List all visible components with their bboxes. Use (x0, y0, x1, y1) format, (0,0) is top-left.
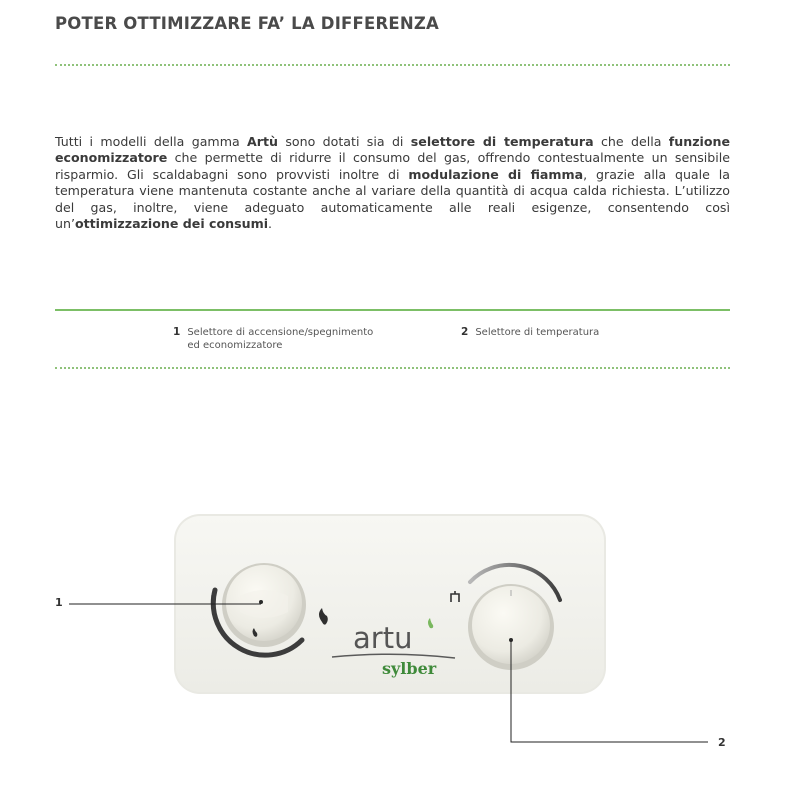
legend-label-line2: ed economizzatore (187, 340, 283, 351)
intro-bold-economizer: funzione economizzatore (55, 134, 730, 166)
maker-name: sylber (382, 659, 437, 678)
intro-bold-optimization: ottimizzazione dei consumi (74, 216, 269, 232)
legend-number: 1 (173, 326, 181, 338)
title-divider (55, 64, 730, 66)
legend-item-1 (173, 326, 373, 352)
brand-name: artu (353, 621, 413, 655)
intro-bold-brand: Artù (247, 134, 278, 149)
intro-text-4: che permette di ridurre il consumo del gas, offrendo contestualmente un sensibile risparmio. Gli scaldabagni sono provvisti inoltre di (55, 150, 730, 182)
intro-text-2: sono dotati sia di (278, 134, 411, 149)
control-panel-illustration (0, 380, 800, 800)
product-photo (0, 380, 800, 800)
legend-text (187, 326, 373, 352)
legend-item-2 (461, 326, 599, 339)
intro-text-5: , grazie alla quale la temperatura viene mantenuta costante anche al variare della quantità di acqua calda richiesta. L’utilizzo del gas, inoltre, viene adeguato automaticamente alle reali esigenze, consentendo così un’ (55, 166, 730, 232)
page-title: POTER OTTIMIZZARE FA’ LA DIFFERENZA (55, 14, 439, 33)
off-mark-icon: | (210, 593, 214, 606)
callout-number-2: 2 (718, 736, 726, 749)
intro-bold-modulation: modulazione di fiamma (408, 166, 584, 182)
callout-number-1: 1 (55, 596, 63, 609)
intro-text-3: che della (593, 134, 669, 149)
legend-top-divider (55, 309, 730, 311)
legend-label-line1: Selettore di temperatura (475, 327, 600, 338)
intro-paragraph (55, 134, 730, 232)
intro-bold-temperature: selettore di temperatura (410, 134, 594, 149)
intro-text-6: . (268, 216, 273, 232)
knob-1-pointer (259, 600, 263, 604)
legend-label-line1: Selettore di accensione/spegnimento (187, 327, 374, 338)
legend-bottom-divider (55, 367, 730, 369)
intro-text-1: Tutti i modelli della gamma (55, 134, 248, 149)
legend-number: 2 (461, 326, 469, 338)
